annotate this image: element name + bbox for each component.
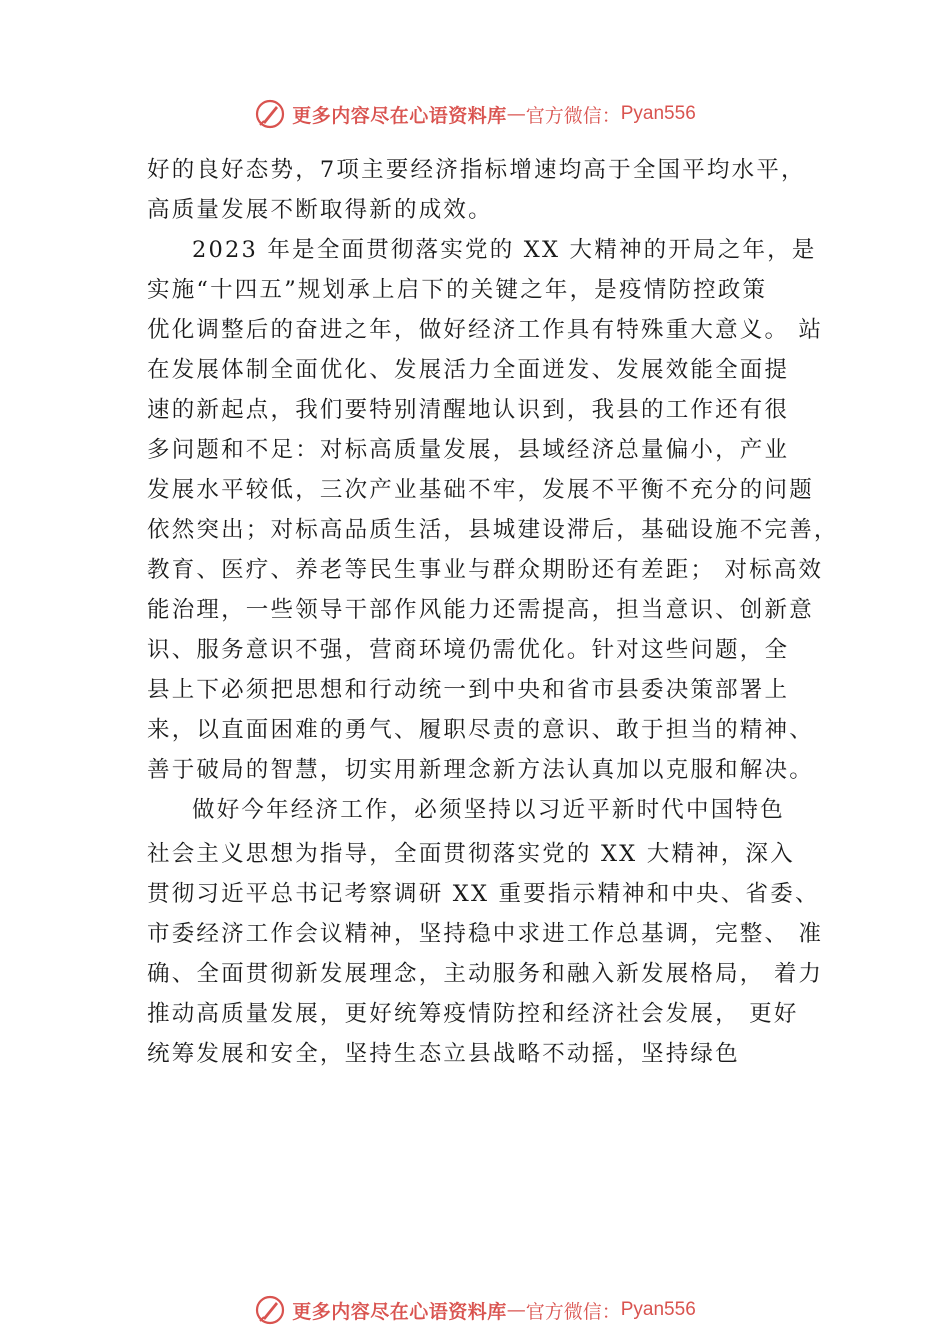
body-line: 推动高质量发展，更好统筹疫情防控和经济社会发展， 更好 xyxy=(147,1001,799,1027)
body-line: 依然突出；对标高品质生活，县城建设滞后，基础设施不完善， xyxy=(147,517,839,543)
body-line: 统筹发展和安全，坚持生态立县战略不动摇，坚持绿色 xyxy=(147,1041,740,1067)
body-line: 做好今年经济工作，必须坚持以习近平新时代中国特色 xyxy=(192,797,785,823)
body-line: 高质量发展不断取得新的成效。 xyxy=(147,197,493,223)
header-wechat-id: Pyan556 xyxy=(620,103,696,124)
body-line: 贯彻习近平总书记考察调研 XX 重要指示精神和中央、省委、 xyxy=(147,881,820,907)
body-line: 社会主义思想为指导，全面贯彻落实党的 XX 大精神，深入 xyxy=(147,841,795,867)
footer-dash: — xyxy=(506,1299,526,1321)
body-line: 在发展体制全面优化、发展活力全面迸发、发展效能全面提 xyxy=(147,357,790,383)
body-line: 速的新起点，我们要特别清醒地认识到，我县的工作还有很 xyxy=(147,397,790,423)
header-dash: — xyxy=(506,103,526,125)
header-banner xyxy=(0,96,950,132)
header-brand-text: 更多内容尽在心语资料库 xyxy=(292,104,507,127)
footer-brand-text: 更多内容尽在心语资料库 xyxy=(292,1300,507,1323)
body-line: 多问题和不足：对标高质量发展，县域经济总量偏小，产业 xyxy=(147,437,790,463)
body-line: 好的良好态势，7项主要经济指标增速均高于全国平均水平， xyxy=(147,157,806,183)
footer-wechat-id: Pyan556 xyxy=(620,1299,696,1320)
body-line: 发展水平较低，三次产业基础不牢，发展不平衡不充分的问题 xyxy=(147,477,814,503)
footer-banner xyxy=(0,1292,950,1328)
body-line: 教育、医疗、养老等民生事业与群众期盼还有差距； 对标高效 xyxy=(147,557,824,583)
body-line: 来，以直面困难的勇气、履职尽责的意识、敢于担当的精神、 xyxy=(147,717,814,743)
document-body xyxy=(147,150,837,1074)
quill-pen-logo-icon xyxy=(254,1294,286,1326)
body-line: 市委经济工作会议精神，坚持稳中求进工作总基调，完整、 准 xyxy=(147,921,824,947)
footer-wechat-label: 官方微信： xyxy=(525,1300,621,1323)
body-line: 实施“十四五”规划承上启下的关键之年，是疫情防控政策 xyxy=(147,277,768,303)
body-line: 县上下必须把思想和行动统一到中央和省市县委决策部署上 xyxy=(147,677,790,703)
quill-pen-logo-icon xyxy=(254,98,286,130)
body-line: 识、服务意识不强，营商环境仍需优化。针对这些问题，全 xyxy=(147,637,790,663)
body-line: 善于破局的智慧，切实用新理念新方法认真加以克服和解决。 xyxy=(147,757,814,783)
body-line: 能治理，一些领导干部作风能力还需提高，担当意识、创新意 xyxy=(147,597,814,623)
body-line: 优化调整后的奋进之年，做好经济工作具有特殊重大意义。 站 xyxy=(147,317,824,343)
body-line: 2023 年是全面贯彻落实党的 XX 大精神的开局之年，是 xyxy=(192,237,817,263)
header-wechat-label: 官方微信： xyxy=(525,104,621,127)
body-line: 确、全面贯彻新发展理念，主动服务和融入新发展格局， 着力 xyxy=(147,961,824,987)
